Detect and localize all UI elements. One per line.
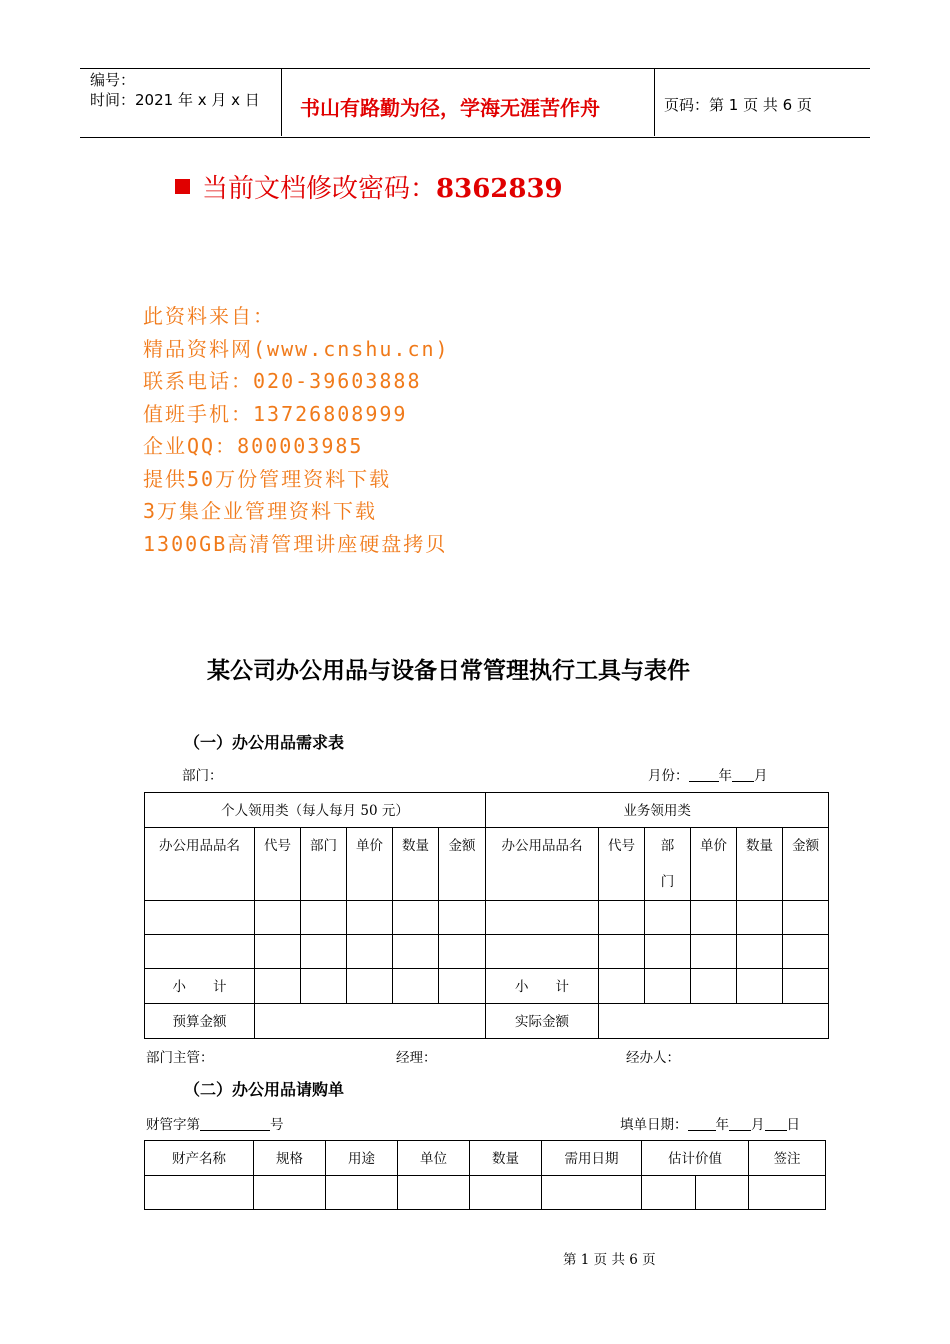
table-cell[interactable] [783,969,829,1004]
table-cell[interactable] [737,901,783,935]
table-cell[interactable] [255,901,301,935]
table-header-row [145,1141,826,1176]
col-required-date: 需用日期 [542,1141,642,1176]
table-cell[interactable] [749,1176,826,1210]
source-line: 联系电话：020-39603888 [143,369,422,393]
table-cell[interactable] [691,901,737,935]
fill-date-field: 填单日期： 年 月 日 [620,1117,800,1133]
source-line: 提供50万份管理资料下载 [143,466,392,491]
table-cell[interactable] [542,1176,642,1210]
col-item-name: 办公用品品名 [486,828,599,901]
doc-time-label: 时间：2021 年 x 月 x 日 [90,91,260,109]
col-amount: 金额 [783,828,829,901]
finance-ref-field: 财管字第 号 [146,1117,284,1133]
table-cell[interactable] [737,935,783,969]
password-code: 8362839 [436,174,563,204]
year-blank[interactable] [689,767,719,782]
table-cell[interactable] [254,1176,326,1210]
budget-amount-cell[interactable] [255,1004,486,1039]
header-divider [281,68,282,136]
password-label: 当前文档修改密码： [202,174,437,204]
table-cell[interactable] [470,1176,542,1210]
subtotal-row [145,969,829,1004]
col-dept: 部 门 [645,828,691,901]
table-cell[interactable] [347,969,393,1004]
table-cell[interactable] [347,935,393,969]
source-line: 此资料来自： [143,304,275,328]
department-label: 部门： [182,768,223,784]
table-row [145,935,829,969]
page-info: 页码：第 1 页 共 6 页 [664,96,812,114]
table-cell[interactable] [439,969,486,1004]
table-cell[interactable] [486,935,599,969]
table-cell[interactable] [645,901,691,935]
budget-label: 预算金额 [145,1004,255,1039]
document-title: 某公司办公用品与设备日常管理执行工具与表件 [207,658,690,684]
actual-amount-cell[interactable] [599,1004,829,1039]
col-item-name: 办公用品品名 [145,828,255,901]
table-cell[interactable] [642,1176,696,1210]
personal-header: 个人领用类（每人每月 50 元） [145,793,486,828]
purchase-request-table [144,1140,826,1210]
section-title: （一）办公用品需求表 [184,733,345,752]
table-cell[interactable] [393,969,439,1004]
table-cell[interactable] [393,901,439,935]
table-cell[interactable] [645,935,691,969]
table-row [145,901,829,935]
table-cell[interactable] [145,935,255,969]
col-quantity: 数量 [470,1141,542,1176]
header-motto: 书山有路勤为径，学海无涯苦作舟 [300,96,600,120]
col-quantity: 数量 [737,828,783,901]
actual-label: 实际金额 [486,1004,599,1039]
table-cell[interactable] [783,901,829,935]
source-line: 3万集企业管理资料下载 [143,499,378,523]
month-blank[interactable] [729,1116,751,1131]
table-row [145,1176,826,1210]
table-cell[interactable] [599,969,645,1004]
month-field: 月份： 年 月 [648,768,768,784]
col-code: 代号 [599,828,645,901]
table-cell[interactable] [301,901,347,935]
month-blank[interactable] [732,767,754,782]
col-quantity: 数量 [393,828,439,901]
sign-handler: 经办人： [626,1050,680,1066]
table-cell[interactable] [145,1176,254,1210]
column-header-row [145,828,829,901]
table-cell[interactable] [255,935,301,969]
source-line: 精品资料网(www.cnshu.cn) [143,336,450,361]
col-estimated-value: 估计价值 [642,1141,749,1176]
source-line: 值班手机：13726808999 [143,401,408,426]
subtotal-label: 小 计 [145,969,255,1004]
col-spec: 规格 [254,1141,326,1176]
page-footer: 第 1 页 共 6 页 [563,1252,656,1268]
square-bullet-icon [175,179,190,194]
table-cell[interactable] [398,1176,470,1210]
table-cell[interactable] [347,901,393,935]
table-cell[interactable] [301,935,347,969]
modify-password [175,168,563,205]
table-cell[interactable] [439,901,486,935]
table-cell[interactable] [393,935,439,969]
ref-number-blank[interactable] [200,1116,270,1131]
subtotal-label: 小 计 [486,969,599,1004]
col-asset-name: 财产名称 [145,1141,254,1176]
col-unit-price: 单价 [347,828,393,901]
col-amount: 金额 [439,828,486,901]
demand-table [144,792,829,1039]
sign-manager: 部门主管： [146,1050,214,1066]
table-cell[interactable] [486,901,599,935]
table-cell[interactable] [645,969,691,1004]
table-cell[interactable] [691,969,737,1004]
year-blank[interactable] [688,1116,716,1131]
header-divider [654,68,655,136]
doc-number-label: 编号： [90,71,136,89]
col-dept: 部门 [301,828,347,901]
table-header-row [145,793,829,828]
day-blank[interactable] [765,1116,787,1131]
table-cell[interactable] [326,1176,398,1210]
table-cell[interactable] [145,901,255,935]
table-cell[interactable] [599,935,645,969]
table-cell[interactable] [737,969,783,1004]
table-cell[interactable] [301,969,347,1004]
source-line: 企业QQ：800003985 [143,434,364,458]
budget-row [145,1004,829,1039]
col-code: 代号 [255,828,301,901]
table-cell[interactable] [599,901,645,935]
table-cell[interactable] [783,935,829,969]
col-remarks: 签注 [749,1141,826,1176]
table-cell[interactable] [439,935,486,969]
section-title: （二）办公用品请购单 [184,1080,345,1099]
col-purpose: 用途 [326,1141,398,1176]
col-unit: 单位 [398,1141,470,1176]
source-line: 1300GB高清管理讲座硬盘拷贝 [143,531,448,556]
source-info [143,300,450,560]
business-header: 业务领用类 [486,793,829,828]
table-cell[interactable] [696,1176,749,1210]
col-unit-price: 单价 [691,828,737,901]
sign-director: 经理： [396,1050,437,1066]
table-cell[interactable] [691,935,737,969]
table-cell[interactable] [255,969,301,1004]
